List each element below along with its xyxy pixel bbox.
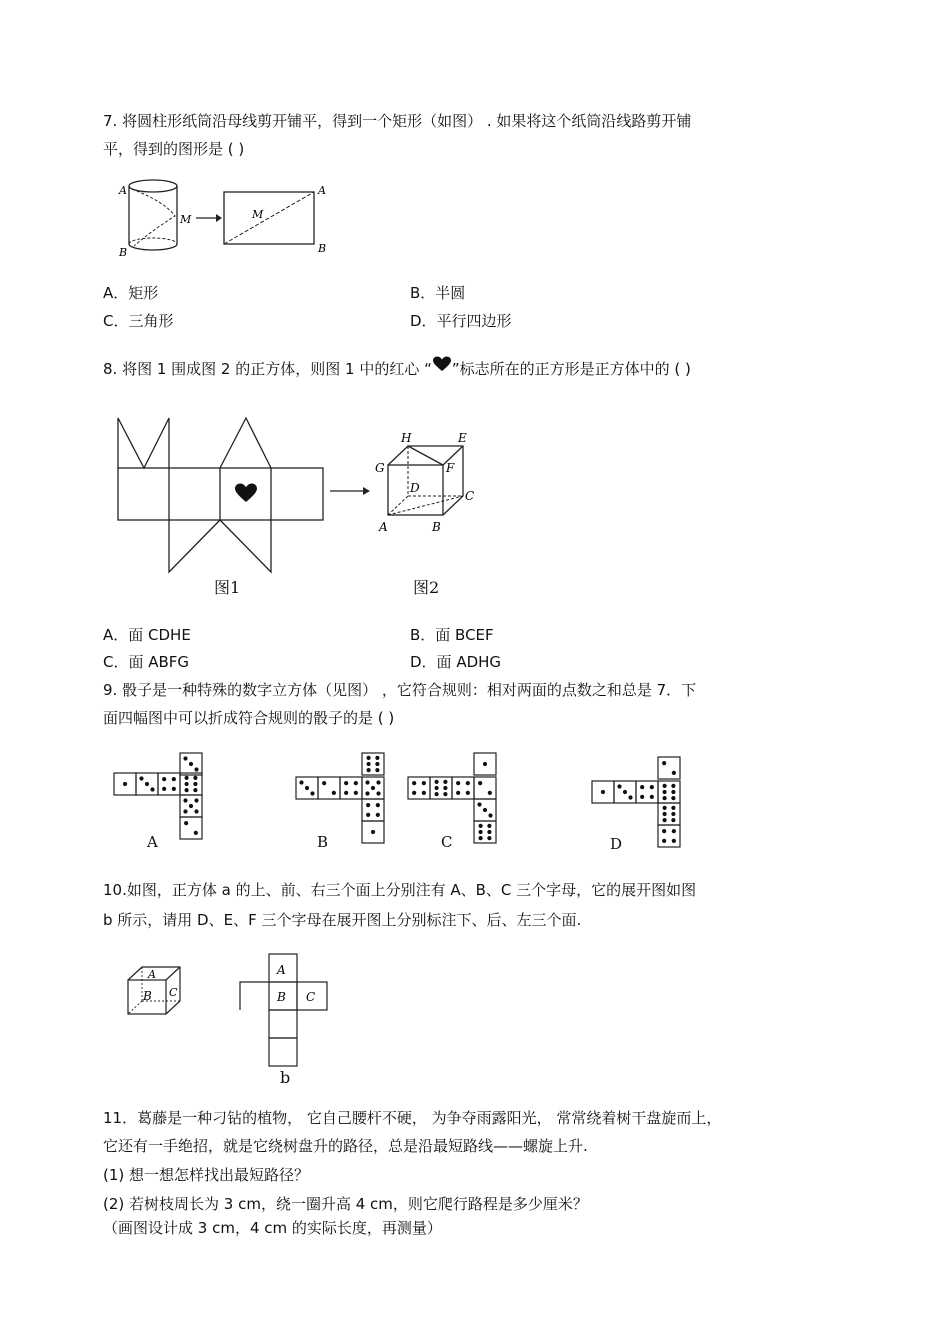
q9-line2: 面四幅图中可以折成符合规则的骰子的是 ( )	[103, 709, 395, 727]
die-face	[362, 799, 384, 821]
die-pip	[367, 756, 371, 760]
die-pip	[139, 776, 143, 780]
die-pip	[663, 796, 667, 800]
die-pip	[628, 795, 632, 799]
die-pip	[344, 781, 348, 785]
die-pip	[663, 812, 667, 816]
die-pip	[478, 781, 482, 785]
q10-figure	[110, 950, 340, 1094]
cube-label-f: F	[446, 461, 455, 475]
die-pip	[483, 762, 487, 766]
die-pip	[671, 818, 675, 822]
die-pip	[185, 776, 189, 780]
die-pip	[193, 776, 197, 780]
q9-label-b: B	[317, 833, 329, 851]
die-pip	[305, 786, 309, 790]
cube-label-h: H	[401, 431, 412, 445]
q7-rect-label-a: A	[318, 184, 326, 197]
die-pip	[376, 803, 380, 807]
die-pip	[332, 791, 336, 795]
q7-figure	[110, 172, 360, 268]
q7-cyl-label-a: A	[119, 184, 127, 197]
die-pip	[672, 839, 676, 843]
die-pip	[640, 795, 644, 799]
q8-option-c: C．面 ABFG	[103, 653, 190, 671]
die-pip	[194, 809, 198, 813]
die-pip	[466, 781, 470, 785]
q7-option-d: D．平行四边形	[410, 312, 512, 330]
cube-label-e: E	[458, 431, 467, 445]
cube-label-a: A	[379, 520, 388, 534]
die-pip	[435, 780, 439, 784]
die-pip	[371, 786, 375, 790]
die-pip	[189, 762, 193, 766]
die-pip	[185, 788, 189, 792]
die-pip	[162, 777, 166, 781]
die-pip	[193, 782, 197, 786]
die-pip	[162, 787, 166, 791]
q7-option-a: A．矩形	[103, 284, 159, 302]
die-face	[180, 817, 202, 839]
q7-line2: 平，得到的图形是 ( )	[103, 140, 245, 158]
q7-rect-label-m: M	[252, 208, 264, 221]
die-face	[474, 777, 496, 799]
die-pip	[488, 813, 492, 817]
die-pip	[662, 839, 666, 843]
die-pip	[194, 798, 198, 802]
die-pip	[487, 830, 491, 834]
q7-cyl-label-b: B	[119, 246, 128, 259]
net-face-right: C	[306, 990, 316, 1004]
die-pip	[322, 781, 326, 785]
die-pip	[672, 771, 676, 775]
q8-line1	[103, 356, 691, 379]
die-face	[340, 777, 362, 799]
die-pip	[671, 784, 675, 788]
die-pip	[172, 787, 176, 791]
die-face	[318, 777, 340, 799]
die-pip	[479, 836, 483, 840]
die-pip	[488, 791, 492, 795]
die-pip	[412, 781, 416, 785]
cube-face-right: C	[169, 986, 178, 999]
die-pip	[365, 791, 369, 795]
q7-rect-label-b: B	[318, 242, 327, 255]
die-pip	[671, 796, 675, 800]
q7-option-b: B．半圆	[410, 284, 466, 302]
net-face-top: A	[277, 963, 286, 977]
cube-label-g: G	[375, 461, 385, 475]
die-pip	[672, 829, 676, 833]
die-pip	[375, 756, 379, 760]
die-pip	[663, 790, 667, 794]
die-pip	[662, 829, 666, 833]
die-pip	[172, 777, 176, 781]
die-face	[408, 777, 430, 799]
q8-fig2-caption: 图2	[413, 578, 440, 597]
q9-label-c: C	[441, 833, 453, 851]
die-pip	[367, 762, 371, 766]
die-pip	[663, 818, 667, 822]
die-face	[658, 825, 680, 847]
die-pip	[375, 762, 379, 766]
die-pip	[443, 780, 447, 784]
die-pip	[650, 785, 654, 789]
die-pip	[650, 795, 654, 799]
q11-sub3: （画图设计成 3 cm，4 cm 的实际长度，再测量）	[103, 1219, 442, 1237]
die-pip	[466, 791, 470, 795]
q8-line1-pre: 8. 将图 1 围成图 2 的正方体，则图 1 中的红心 “	[103, 360, 432, 378]
die-pip	[435, 792, 439, 796]
die-pip	[150, 787, 154, 791]
die-pip	[183, 798, 187, 802]
die-face	[658, 781, 680, 803]
die-pip	[371, 830, 375, 834]
cube-face-top: A	[148, 968, 156, 981]
q10-line1: 10.如图，正方体 a 的上、前、右三个面上分别注有 A、B、C 三个字母，它的展开图如图	[103, 881, 697, 899]
cube-label-d: D	[410, 481, 420, 495]
die-pip	[194, 767, 198, 771]
die-pip	[422, 791, 426, 795]
die-pip	[663, 806, 667, 810]
die-face	[474, 821, 496, 843]
die-pip	[354, 781, 358, 785]
die-pip	[671, 806, 675, 810]
die-pip	[456, 791, 460, 795]
die-pip	[184, 821, 188, 825]
q8-option-d: D．面 ADHG	[410, 653, 502, 671]
die-pip	[443, 792, 447, 796]
cube-face-front: B	[143, 989, 152, 1003]
die-pip	[435, 786, 439, 790]
die-pip	[601, 790, 605, 794]
q8-fig1-caption: 图1	[214, 578, 241, 597]
die-pip	[194, 831, 198, 835]
die-pip	[456, 781, 460, 785]
q7-option-c: C．三角形	[103, 312, 174, 330]
die-pip	[663, 784, 667, 788]
net-face-mid: B	[277, 990, 286, 1004]
heart-icon	[432, 356, 452, 372]
die-face	[658, 803, 680, 825]
die-face	[430, 777, 452, 799]
die-pip	[366, 813, 370, 817]
q11-line1: 11．葛藤是一种刁钻的植物， 它自己腰杆不硬， 为争夺雨露阳光， 常常绕着树干盘旋而上，	[103, 1109, 722, 1127]
die-face	[636, 781, 658, 803]
die-pip	[183, 756, 187, 760]
die-pip	[354, 791, 358, 795]
q9-line1: 9. 骰子是一种特殊的数字立方体（见图） ，它符合规则：相对两面的点数之和总是 7．下	[103, 681, 697, 699]
die-pip	[123, 782, 127, 786]
die-pip	[185, 782, 189, 786]
q10-line2: b 所示，请用 D、E、F 三个字母在展开图上分别标注下、后、左三个面.	[103, 911, 582, 929]
die-pip	[376, 813, 380, 817]
die-pip	[366, 803, 370, 807]
die-pip	[487, 824, 491, 828]
q8-option-a: A．面 CDHE	[103, 626, 191, 644]
die-pip	[487, 836, 491, 840]
q11-line2: 它还有一手绝招，就是它绕树盘升的路径，总是沿最短路线——螺旋上升.	[103, 1137, 588, 1155]
q10-fig-b-label: b	[280, 1068, 291, 1087]
die-face	[452, 777, 474, 799]
die-face	[180, 773, 202, 795]
die-pip	[367, 768, 371, 772]
q11-sub2: (2) 若树枝周长为 3 cm，绕一圈升高 4 cm，则它爬行路程是多少厘米？	[103, 1195, 588, 1213]
die-pip	[299, 780, 303, 784]
die-pip	[183, 809, 187, 813]
q9-label-d: D	[610, 835, 623, 853]
die-pip	[479, 830, 483, 834]
die-pip	[376, 791, 380, 795]
die-pip	[422, 781, 426, 785]
die-pip	[310, 791, 314, 795]
net-heart-icon	[235, 484, 257, 503]
die-pip	[412, 791, 416, 795]
q7-cyl-label-m: M	[180, 213, 192, 226]
die-face	[658, 757, 680, 779]
die-pip	[375, 768, 379, 772]
die-pip	[483, 808, 487, 812]
die-pip	[193, 788, 197, 792]
die-pip	[145, 782, 149, 786]
q8-figure	[108, 400, 498, 609]
die-pip	[623, 790, 627, 794]
die-pip	[376, 780, 380, 784]
die-pip	[662, 761, 666, 765]
q11-sub1: (1) 想一想怎样找出最短路径？	[103, 1166, 310, 1184]
die-pip	[443, 786, 447, 790]
die-pip	[477, 802, 481, 806]
q8-line1-post: ”标志所在的正方形是正方体中的 ( )	[451, 360, 691, 378]
die-face	[362, 753, 384, 775]
die-pip	[640, 785, 644, 789]
die-face	[158, 773, 180, 795]
q8-option-b: B．面 BCEF	[410, 626, 494, 644]
q9-label-a: A	[147, 833, 158, 851]
die-pip	[189, 804, 193, 808]
q7-line1: 7. 将圆柱形纸筒沿母线剪开铺平，得到一个矩形（如图） . 如果将这个纸筒沿线路剪开铺	[103, 112, 692, 130]
cube-label-b: B	[432, 520, 441, 534]
die-pip	[479, 824, 483, 828]
die-pip	[344, 791, 348, 795]
cube-label-c: C	[465, 489, 475, 503]
die-pip	[671, 812, 675, 816]
die-pip	[671, 790, 675, 794]
die-pip	[617, 784, 621, 788]
die-pip	[365, 780, 369, 784]
